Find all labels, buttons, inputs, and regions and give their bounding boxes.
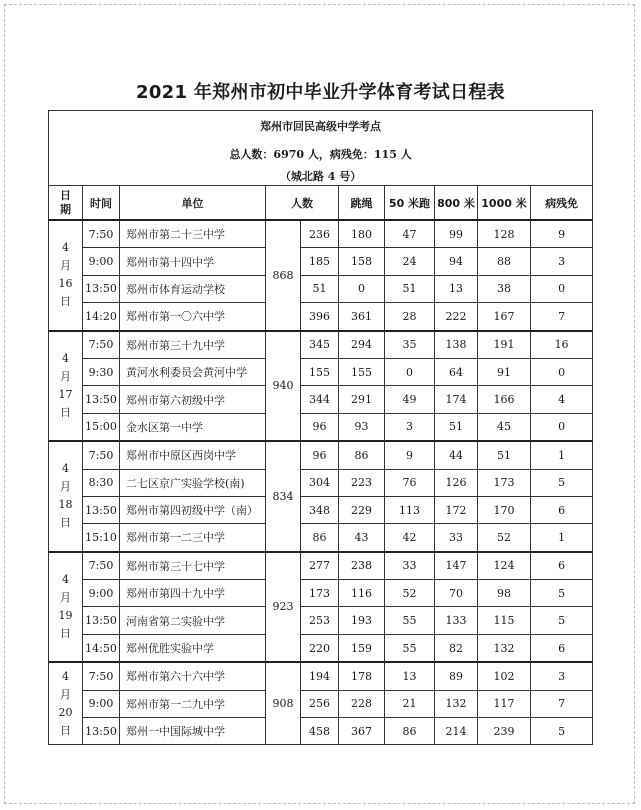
date-char: 4 [62, 351, 69, 365]
people-cell: 185 [301, 248, 339, 275]
run1000-cell: 115 [478, 607, 531, 634]
unit-cell: 郑州市中原区西岗中学 [120, 441, 266, 469]
people-cell: 173 [301, 580, 339, 607]
run800-cell: 82 [435, 634, 478, 662]
table-row [49, 275, 593, 302]
time-cell: 13:50 [83, 275, 120, 302]
header-time: 时间 [83, 186, 120, 221]
unit-cell: 郑州市第六初级中学 [120, 386, 266, 413]
rope-cell: 294 [339, 331, 385, 359]
run50-cell: 49 [385, 386, 435, 413]
run1000-cell: 88 [478, 248, 531, 275]
run1000-cell: 102 [478, 662, 531, 690]
rope-cell: 291 [339, 386, 385, 413]
time-cell: 9:00 [83, 690, 120, 717]
run800-cell: 44 [435, 441, 478, 469]
exempt-cell: 0 [531, 358, 593, 385]
date-char: 日 [60, 405, 71, 419]
time-cell: 13:50 [83, 607, 120, 634]
exempt-cell: 6 [531, 496, 593, 523]
run800-cell: 99 [435, 220, 478, 248]
date-char: 4 [62, 669, 69, 683]
people-cell: 345 [301, 331, 339, 359]
header-unit: 单位 [120, 186, 266, 221]
run1000-cell: 166 [478, 386, 531, 413]
run1000-cell: 117 [478, 690, 531, 717]
table-row [49, 496, 593, 523]
run800-cell: 147 [435, 552, 478, 580]
run50-cell: 24 [385, 248, 435, 275]
unit-cell: 郑州市第六十六中学 [120, 662, 266, 690]
table-row [49, 634, 593, 662]
time-cell: 14:20 [83, 303, 120, 331]
run50-cell: 13 [385, 662, 435, 690]
run1000-cell: 170 [478, 496, 531, 523]
rope-cell: 86 [339, 441, 385, 469]
exempt-cell: 5 [531, 469, 593, 496]
unit-cell: 郑州市第三十七中学 [120, 552, 266, 580]
table-row [49, 331, 593, 359]
unit-cell: 黄河水利委员会黄河中学 [120, 358, 266, 385]
unit-cell: 郑州市第四十九中学 [120, 580, 266, 607]
table-row [49, 413, 593, 441]
unit-cell: 二七区京广实验学校(南) [120, 469, 266, 496]
time-cell: 13:50 [83, 718, 120, 745]
header-run50: 50 米跑 [385, 186, 435, 221]
run1000-cell: 98 [478, 580, 531, 607]
run50-cell: 3 [385, 413, 435, 441]
time-cell: 7:50 [83, 220, 120, 248]
run800-cell: 222 [435, 303, 478, 331]
time-cell: 9:30 [83, 358, 120, 385]
date-char: 4 [62, 572, 69, 586]
run50-cell: 0 [385, 358, 435, 385]
table-row [49, 718, 593, 745]
exempt-cell: 5 [531, 580, 593, 607]
date-char: 日 [60, 723, 71, 737]
date-cell [49, 331, 83, 442]
run50-cell: 21 [385, 690, 435, 717]
run50-cell: 33 [385, 552, 435, 580]
run800-cell: 13 [435, 275, 478, 302]
header-date-char: 期 [60, 202, 71, 216]
run50-cell: 76 [385, 469, 435, 496]
run800-cell: 133 [435, 607, 478, 634]
date-char: 日 [60, 626, 71, 640]
venue-name: 郑州市回民高级中学考点 [49, 111, 593, 142]
venue-address: （城北路 4 号） [49, 167, 593, 186]
rope-cell: 93 [339, 413, 385, 441]
header-people: 人数 [266, 186, 339, 221]
table-row [49, 303, 593, 331]
unit-cell: 郑州市第二十三中学 [120, 220, 266, 248]
exempt-cell: 4 [531, 386, 593, 413]
run50-cell: 47 [385, 220, 435, 248]
people-cell: 194 [301, 662, 339, 690]
table-row [49, 524, 593, 552]
run50-cell: 35 [385, 331, 435, 359]
unit-cell: 郑州市第一二九中学 [120, 690, 266, 717]
rope-cell: 238 [339, 552, 385, 580]
rope-cell: 361 [339, 303, 385, 331]
date-char: 日 [60, 516, 71, 530]
run800-cell: 126 [435, 469, 478, 496]
run50-cell: 113 [385, 496, 435, 523]
total-count: 总人数：6970 人，病残免：115 人 [49, 141, 593, 167]
rope-cell: 158 [339, 248, 385, 275]
subtotal-cell: 834 [266, 441, 301, 552]
rope-cell: 116 [339, 580, 385, 607]
header-exempt: 病残免 [531, 186, 593, 221]
date-char: 4 [62, 241, 69, 255]
header-run1000: 1000 米 [478, 186, 531, 221]
table-row [49, 358, 593, 385]
date-char: 月 [60, 480, 71, 494]
exempt-cell: 16 [531, 331, 593, 359]
unit-cell: 郑州一中国际城中学 [120, 718, 266, 745]
run1000-cell: 51 [478, 441, 531, 469]
run50-cell: 55 [385, 634, 435, 662]
rope-cell: 367 [339, 718, 385, 745]
rope-cell: 229 [339, 496, 385, 523]
run800-cell: 33 [435, 524, 478, 552]
run800-cell: 51 [435, 413, 478, 441]
unit-cell: 金水区第一中学 [120, 413, 266, 441]
run50-cell: 9 [385, 441, 435, 469]
rope-cell: 155 [339, 358, 385, 385]
people-cell: 458 [301, 718, 339, 745]
exempt-cell: 3 [531, 248, 593, 275]
time-cell: 13:50 [83, 386, 120, 413]
exempt-cell: 0 [531, 275, 593, 302]
table-row [49, 662, 593, 690]
exempt-cell: 7 [531, 303, 593, 331]
exempt-cell: 9 [531, 220, 593, 248]
people-cell: 155 [301, 358, 339, 385]
date-char: 月 [60, 259, 71, 273]
rope-cell: 228 [339, 690, 385, 717]
time-cell: 7:50 [83, 441, 120, 469]
run800-cell: 94 [435, 248, 478, 275]
header-rope: 跳绳 [339, 186, 385, 221]
run50-cell: 86 [385, 718, 435, 745]
date-char: 18 [58, 498, 73, 512]
exempt-cell: 1 [531, 441, 593, 469]
rope-cell: 178 [339, 662, 385, 690]
people-cell: 96 [301, 413, 339, 441]
table-row [49, 552, 593, 580]
table-row [49, 220, 593, 248]
rope-cell: 180 [339, 220, 385, 248]
people-cell: 51 [301, 275, 339, 302]
time-cell: 9:00 [83, 580, 120, 607]
run800-cell: 138 [435, 331, 478, 359]
run1000-cell: 128 [478, 220, 531, 248]
header-run800: 800 米 [435, 186, 478, 221]
run800-cell: 70 [435, 580, 478, 607]
time-cell: 14:50 [83, 634, 120, 662]
table-row [49, 441, 593, 469]
run1000-cell: 132 [478, 634, 531, 662]
run1000-cell: 124 [478, 552, 531, 580]
run800-cell: 174 [435, 386, 478, 413]
run1000-cell: 167 [478, 303, 531, 331]
run50-cell: 42 [385, 524, 435, 552]
time-cell: 13:50 [83, 496, 120, 523]
time-cell: 7:50 [83, 552, 120, 580]
time-cell: 7:50 [83, 331, 120, 359]
exempt-cell: 6 [531, 634, 593, 662]
rope-cell: 0 [339, 275, 385, 302]
rope-cell: 223 [339, 469, 385, 496]
run50-cell: 51 [385, 275, 435, 302]
exempt-cell: 5 [531, 718, 593, 745]
table-row [49, 607, 593, 634]
table-row [49, 580, 593, 607]
run1000-cell: 52 [478, 524, 531, 552]
run1000-cell: 38 [478, 275, 531, 302]
date-cell [49, 662, 83, 745]
unit-cell: 郑州市第三十九中学 [120, 331, 266, 359]
date-char: 4 [62, 462, 69, 476]
exempt-cell: 1 [531, 524, 593, 552]
table-row [49, 690, 593, 717]
date-cell [49, 441, 83, 552]
date-char: 16 [58, 277, 73, 291]
run50-cell: 28 [385, 303, 435, 331]
run1000-cell: 45 [478, 413, 531, 441]
table-row [49, 386, 593, 413]
date-char: 月 [60, 369, 71, 383]
subtotal-cell: 868 [266, 220, 301, 331]
run800-cell: 132 [435, 690, 478, 717]
people-cell: 256 [301, 690, 339, 717]
run800-cell: 89 [435, 662, 478, 690]
people-cell: 277 [301, 552, 339, 580]
table-row [49, 248, 593, 275]
run800-cell: 214 [435, 718, 478, 745]
time-cell: 8:30 [83, 469, 120, 496]
exempt-cell: 5 [531, 607, 593, 634]
people-cell: 344 [301, 386, 339, 413]
date-char: 日 [60, 295, 71, 309]
page-title: 2021 年郑州市初中毕业升学体育考试日程表 [136, 82, 505, 103]
rope-cell: 43 [339, 524, 385, 552]
run1000-cell: 173 [478, 469, 531, 496]
unit-cell: 郑州市第十四中学 [120, 248, 266, 275]
exempt-cell: 6 [531, 552, 593, 580]
people-cell: 96 [301, 441, 339, 469]
rope-cell: 193 [339, 607, 385, 634]
run50-cell: 52 [385, 580, 435, 607]
date-char: 17 [58, 387, 73, 401]
run1000-cell: 191 [478, 331, 531, 359]
run1000-cell: 239 [478, 718, 531, 745]
time-cell: 9:00 [83, 248, 120, 275]
people-cell: 253 [301, 607, 339, 634]
unit-cell: 郑州市第四初级中学（南） [120, 496, 266, 523]
date-char: 20 [58, 705, 73, 719]
subtotal-cell: 908 [266, 662, 301, 745]
header-date-char: 日 [60, 188, 71, 202]
time-cell: 15:00 [83, 413, 120, 441]
people-cell: 348 [301, 496, 339, 523]
unit-cell: 郑州优胜实验中学 [120, 634, 266, 662]
people-cell: 396 [301, 303, 339, 331]
date-char: 月 [60, 687, 71, 701]
people-cell: 304 [301, 469, 339, 496]
run800-cell: 64 [435, 358, 478, 385]
header-date [49, 186, 83, 221]
unit-cell: 河南省第二实验中学 [120, 607, 266, 634]
rope-cell: 159 [339, 634, 385, 662]
run1000-cell: 91 [478, 358, 531, 385]
date-char: 月 [60, 590, 71, 604]
unit-cell: 郑州市第一〇六中学 [120, 303, 266, 331]
subtotal-cell: 940 [266, 331, 301, 442]
exempt-cell: 0 [531, 413, 593, 441]
time-cell: 7:50 [83, 662, 120, 690]
unit-cell: 郑州市体育运动学校 [120, 275, 266, 302]
exempt-cell: 7 [531, 690, 593, 717]
date-cell [49, 552, 83, 663]
schedule-table [48, 110, 593, 745]
run50-cell: 55 [385, 607, 435, 634]
date-char: 19 [58, 608, 73, 622]
people-cell: 236 [301, 220, 339, 248]
column-header-row [49, 186, 593, 221]
unit-cell: 郑州市第一二三中学 [120, 524, 266, 552]
people-cell: 220 [301, 634, 339, 662]
time-cell: 15:10 [83, 524, 120, 552]
people-cell: 86 [301, 524, 339, 552]
subtotal-cell: 923 [266, 552, 301, 663]
table-row [49, 469, 593, 496]
date-cell [49, 220, 83, 331]
run800-cell: 172 [435, 496, 478, 523]
exempt-cell: 3 [531, 662, 593, 690]
